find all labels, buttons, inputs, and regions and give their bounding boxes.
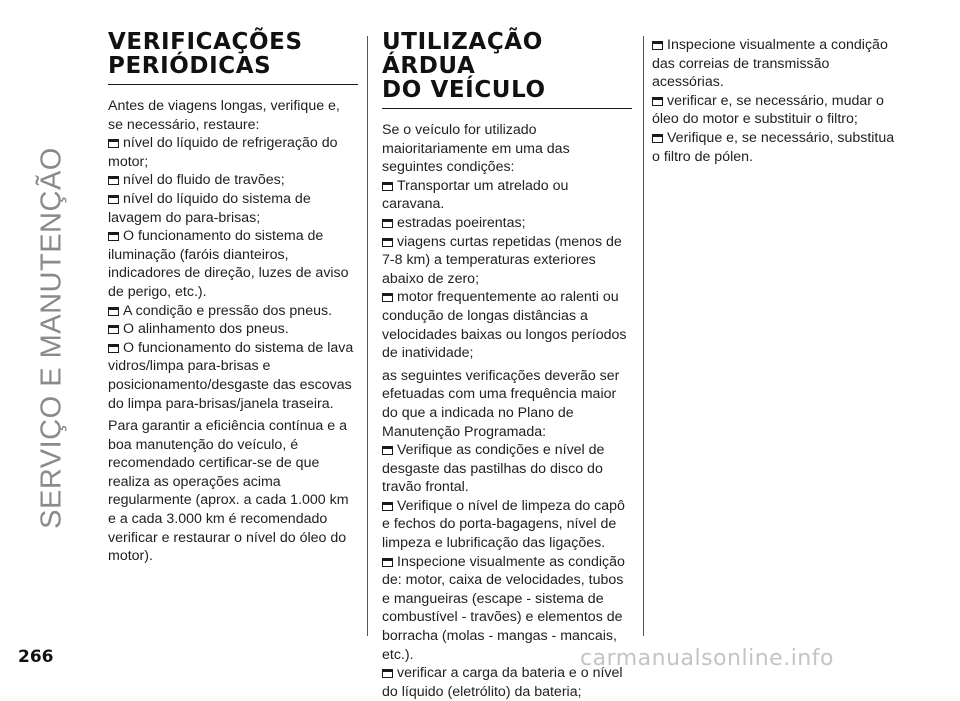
bullet-icon (382, 502, 393, 511)
bullet-icon (382, 446, 393, 455)
middle-paragraph: as seguintes verificações deverão ser efetuadas com uma frequência maior do que a indicada no Plano de Manutenção Programada: (382, 367, 620, 440)
bullet-item (382, 214, 632, 233)
bullet-icon (652, 97, 663, 106)
bullet-icon (382, 182, 393, 191)
bullet-text: O funcionamento do sistema de lava vidros/limpa para-brisas e posicionamento/desgaste das escovas do limpa para-brisas/janela traseira. (108, 339, 354, 412)
bullet-icon (108, 344, 119, 353)
bullet-item (108, 190, 358, 227)
bullet-item (652, 92, 902, 129)
watermark-text: carmanualsonline.info (580, 646, 834, 671)
bullet-item (382, 288, 632, 362)
bullet-text: nível do líquido do sistema de lavagem do para-brisas; (108, 190, 311, 226)
bullet-item (382, 233, 632, 289)
heading-line: VERIFICAÇÕES (108, 29, 303, 55)
bullet-icon (652, 41, 663, 50)
bullet-item (382, 177, 632, 214)
bullet-text: Transportar um atrelado ou caravana. (382, 177, 569, 213)
bullet-text: A condição e pressão dos pneus. (123, 302, 333, 319)
bullet-text: Inspecione visualmente as condição de: motor, caixa de velocidades, tubos e mangueiras (escape - sistema de combustível - travões) e elementos de borracha (molas - mangas - mancais, etc.). (382, 553, 625, 663)
bullet-item (108, 171, 358, 190)
bullet-item (108, 227, 358, 301)
column-heavy-use (382, 30, 632, 701)
page-number: 266 (18, 647, 54, 667)
heading-line: UTILIZAÇÃO ÁRDUA (382, 29, 543, 79)
bullet-icon (108, 232, 119, 241)
bullet-icon (108, 195, 119, 204)
bullet-item (108, 339, 358, 413)
heading-periodic-checks (108, 30, 358, 85)
bullet-item (108, 302, 358, 321)
intro-paragraph: Se o veículo for utilizado maioritariamente em uma das seguintes condições: (382, 122, 570, 176)
bullet-text: estradas poeirentas; (397, 214, 526, 231)
bullet-text: O funcionamento do sistema de iluminação (faróis dianteiros, indicadores de direção, luzes de aviso de perigo, etc.). (108, 228, 349, 300)
bullet-icon (382, 558, 393, 567)
heading-line: PERIÓDICAS (108, 53, 272, 79)
bullet-icon (382, 219, 393, 228)
bullet-icon (382, 238, 393, 247)
bullet-text: nível do líquido de refrigeração do motor; (108, 135, 338, 170)
bullet-text: Inspecione visualmente a condição das correias de transmissão acessórias. (652, 37, 888, 91)
bullet-item (108, 320, 358, 339)
bullet-text: motor frequentemente ao ralenti ou condução de longas distâncias a velocidades baixas ou longos períodos de inatividade; (382, 289, 627, 362)
bullet-item (652, 36, 902, 92)
bullet-icon (382, 293, 393, 302)
column-periodic-checks (108, 30, 358, 566)
bullet-icon (652, 134, 663, 143)
heading-line: DO VEÍCULO (382, 77, 546, 103)
column-divider (643, 36, 644, 636)
bullet-text: Verifique e, se necessário, substitua o filtro de pólen. (652, 129, 895, 165)
column-continued (652, 36, 902, 166)
closing-paragraph: Para garantir a eficiência contínua e a boa manutenção do veículo, é recomendado certificar-se de que realiza as operações acima regularmente (aprox. a cada 1.000 km e a cada 3.000 km é recomendado verificar e restaurar o nível do óleo do motor). (108, 418, 349, 565)
bullet-icon (382, 669, 393, 678)
bullet-item (382, 497, 632, 553)
bullet-text: Verifique o nível de limpeza do capô e fechos do porta-bagagens, nível de limpeza e lubrificação das ligações. (382, 497, 625, 552)
bullet-icon (108, 139, 119, 148)
bullet-text: Verifique as condições e nível de desgaste das pastilhas do disco do travão frontal. (382, 442, 605, 496)
section-side-title: SERVIÇO E MANUTENÇÃO (35, 147, 68, 529)
column-divider (367, 36, 368, 636)
bullet-text: verificar a carga da bateria e o nível do líquido (eletrólito) da bateria; (382, 665, 623, 700)
bullet-item (382, 441, 632, 497)
bullet-icon (108, 307, 119, 316)
bullet-icon (108, 176, 119, 185)
bullet-text: O alinhamento dos pneus. (123, 321, 289, 338)
bullet-item (652, 129, 902, 166)
bullet-text: viagens curtas repetidas (menos de 7-8 km) a temperaturas exteriores abaixo de zero; (382, 233, 622, 287)
bullet-text: verificar e, se necessário, mudar o óleo do motor e substituir o filtro; (652, 92, 884, 128)
bullet-icon (108, 325, 119, 334)
bullet-text: nível do fluido de travões; (123, 172, 285, 189)
heading-heavy-use (382, 30, 632, 109)
intro-paragraph: Antes de viagens longas, verifique e, se necessário, restaure: (108, 98, 340, 133)
bullet-item (108, 134, 358, 171)
